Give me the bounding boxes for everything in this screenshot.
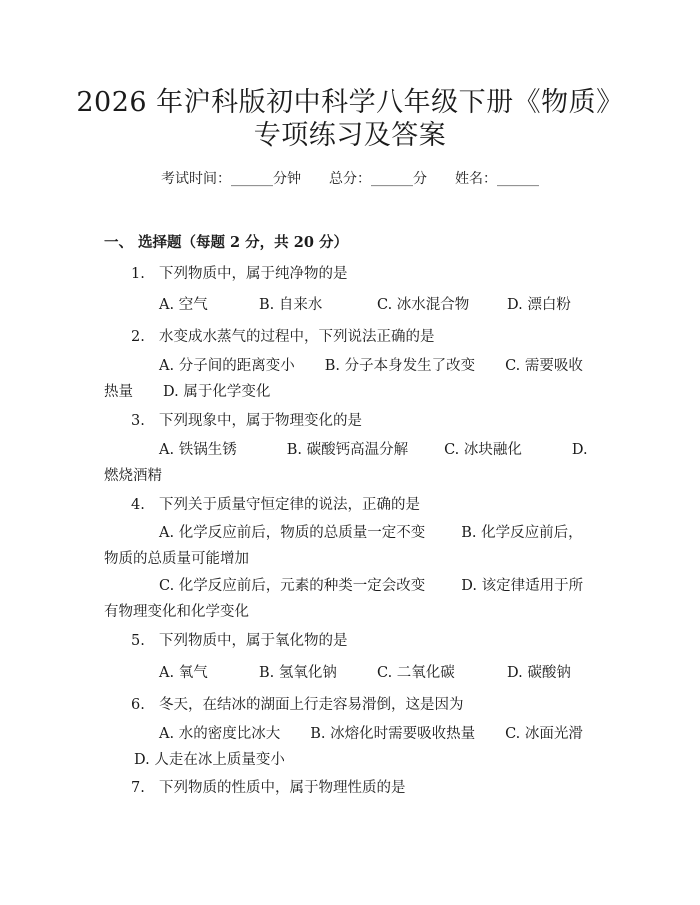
- option-b: B. 分子本身发生了改变: [324, 358, 476, 374]
- option-c: C. 冰面光滑: [505, 726, 583, 742]
- option-c: C. 二氧化碳: [377, 665, 455, 681]
- question-6-options: [104, 721, 596, 773]
- document-title-line-2: 专项练习及答案: [253, 120, 447, 151]
- option-d: D. 漂白粉: [507, 297, 571, 313]
- question-number: 6.: [131, 697, 145, 713]
- question-text: 下列物质中，属于氧化物的是: [159, 633, 348, 649]
- question-text: 下列物质的性质中，属于物理性质的是: [159, 780, 406, 796]
- time-unit: 分钟: [273, 171, 301, 187]
- option-b: B. 冰熔化时需要吸收热量: [310, 726, 476, 742]
- question-text: 下列物质中，属于纯净物的是: [159, 266, 348, 282]
- option-c: C. 化学反应前后，元素的种类一定会改变: [159, 578, 426, 594]
- question-text: 下列现象中，属于物理变化的是: [159, 413, 362, 429]
- question-2-options: [104, 353, 596, 405]
- question-7: [131, 776, 406, 797]
- option-a: A. 分子间的距离变小: [159, 358, 295, 374]
- question-5: [131, 629, 348, 650]
- section-number: 一、: [104, 234, 133, 251]
- question-3-options: [104, 437, 596, 489]
- option-b: B. 碳酸钙高温分解: [286, 442, 409, 458]
- score-blank: ______: [371, 171, 413, 187]
- question-number: 5.: [131, 633, 145, 649]
- question-text: 冬天，在结冰的湖面上行走容易滑倒，这是因为: [159, 697, 464, 713]
- option-d: D. 该定律适用于所有物理变化和化学变化: [104, 578, 584, 620]
- option-c: C. 冰水混合物: [377, 297, 470, 313]
- option-d: D. 人走在冰上质量变小: [134, 752, 285, 768]
- score-unit: 分: [413, 171, 427, 187]
- option-a: A. 化学反应前后，物质的总质量一定不变: [159, 525, 426, 541]
- question-3: [131, 409, 362, 430]
- option-c: C. 冰块融化: [444, 442, 522, 458]
- question-2: [131, 325, 435, 346]
- question-1: [131, 262, 348, 283]
- question-number: 3.: [131, 413, 145, 429]
- question-number: 1.: [131, 266, 145, 282]
- question-text: 水变成水蒸气的过程中，下列说法正确的是: [159, 329, 435, 345]
- name-blank: ______: [497, 171, 539, 187]
- question-text: 下列关于质量守恒定律的说法，正确的是: [159, 497, 420, 513]
- option-d: D. 属于化学变化: [163, 384, 271, 400]
- question-4-options-cd: [104, 573, 596, 625]
- option-c: C. 需要吸收热量: [104, 358, 583, 400]
- question-number: 4.: [131, 497, 145, 513]
- document-title-line-1: 2026 年沪科版初中科学八年级下册《物质》: [76, 87, 624, 118]
- question-6: [131, 693, 464, 714]
- option-d: D. 碳酸钠: [507, 665, 571, 681]
- option-a: A. 氧气: [159, 665, 208, 681]
- question-number: 2.: [131, 329, 145, 345]
- option-d: D. 燃烧酒精: [104, 442, 588, 484]
- option-b: B. 化学反应前后，物质的总质量可能增加: [104, 525, 583, 567]
- score-label: 总分：: [329, 171, 371, 187]
- time-blank: ______: [231, 171, 273, 187]
- name-label: 姓名：: [455, 171, 497, 187]
- time-label: 考试时间：: [161, 171, 231, 187]
- section-title: 选择题（每题 2 分，共 20 分）: [138, 234, 348, 251]
- question-number: 7.: [131, 780, 145, 796]
- option-a: A. 空气: [159, 297, 208, 313]
- option-a: A. 铁锅生锈: [159, 442, 237, 458]
- exam-meta-line: [0, 168, 700, 188]
- option-b: B. 氢氧化钠: [259, 665, 337, 681]
- question-4: [131, 493, 420, 514]
- option-b: B. 自来水: [259, 297, 323, 313]
- question-4-options-ab: [104, 520, 596, 572]
- section-header: [104, 231, 348, 252]
- option-a: A. 水的密度比冰大: [159, 726, 281, 742]
